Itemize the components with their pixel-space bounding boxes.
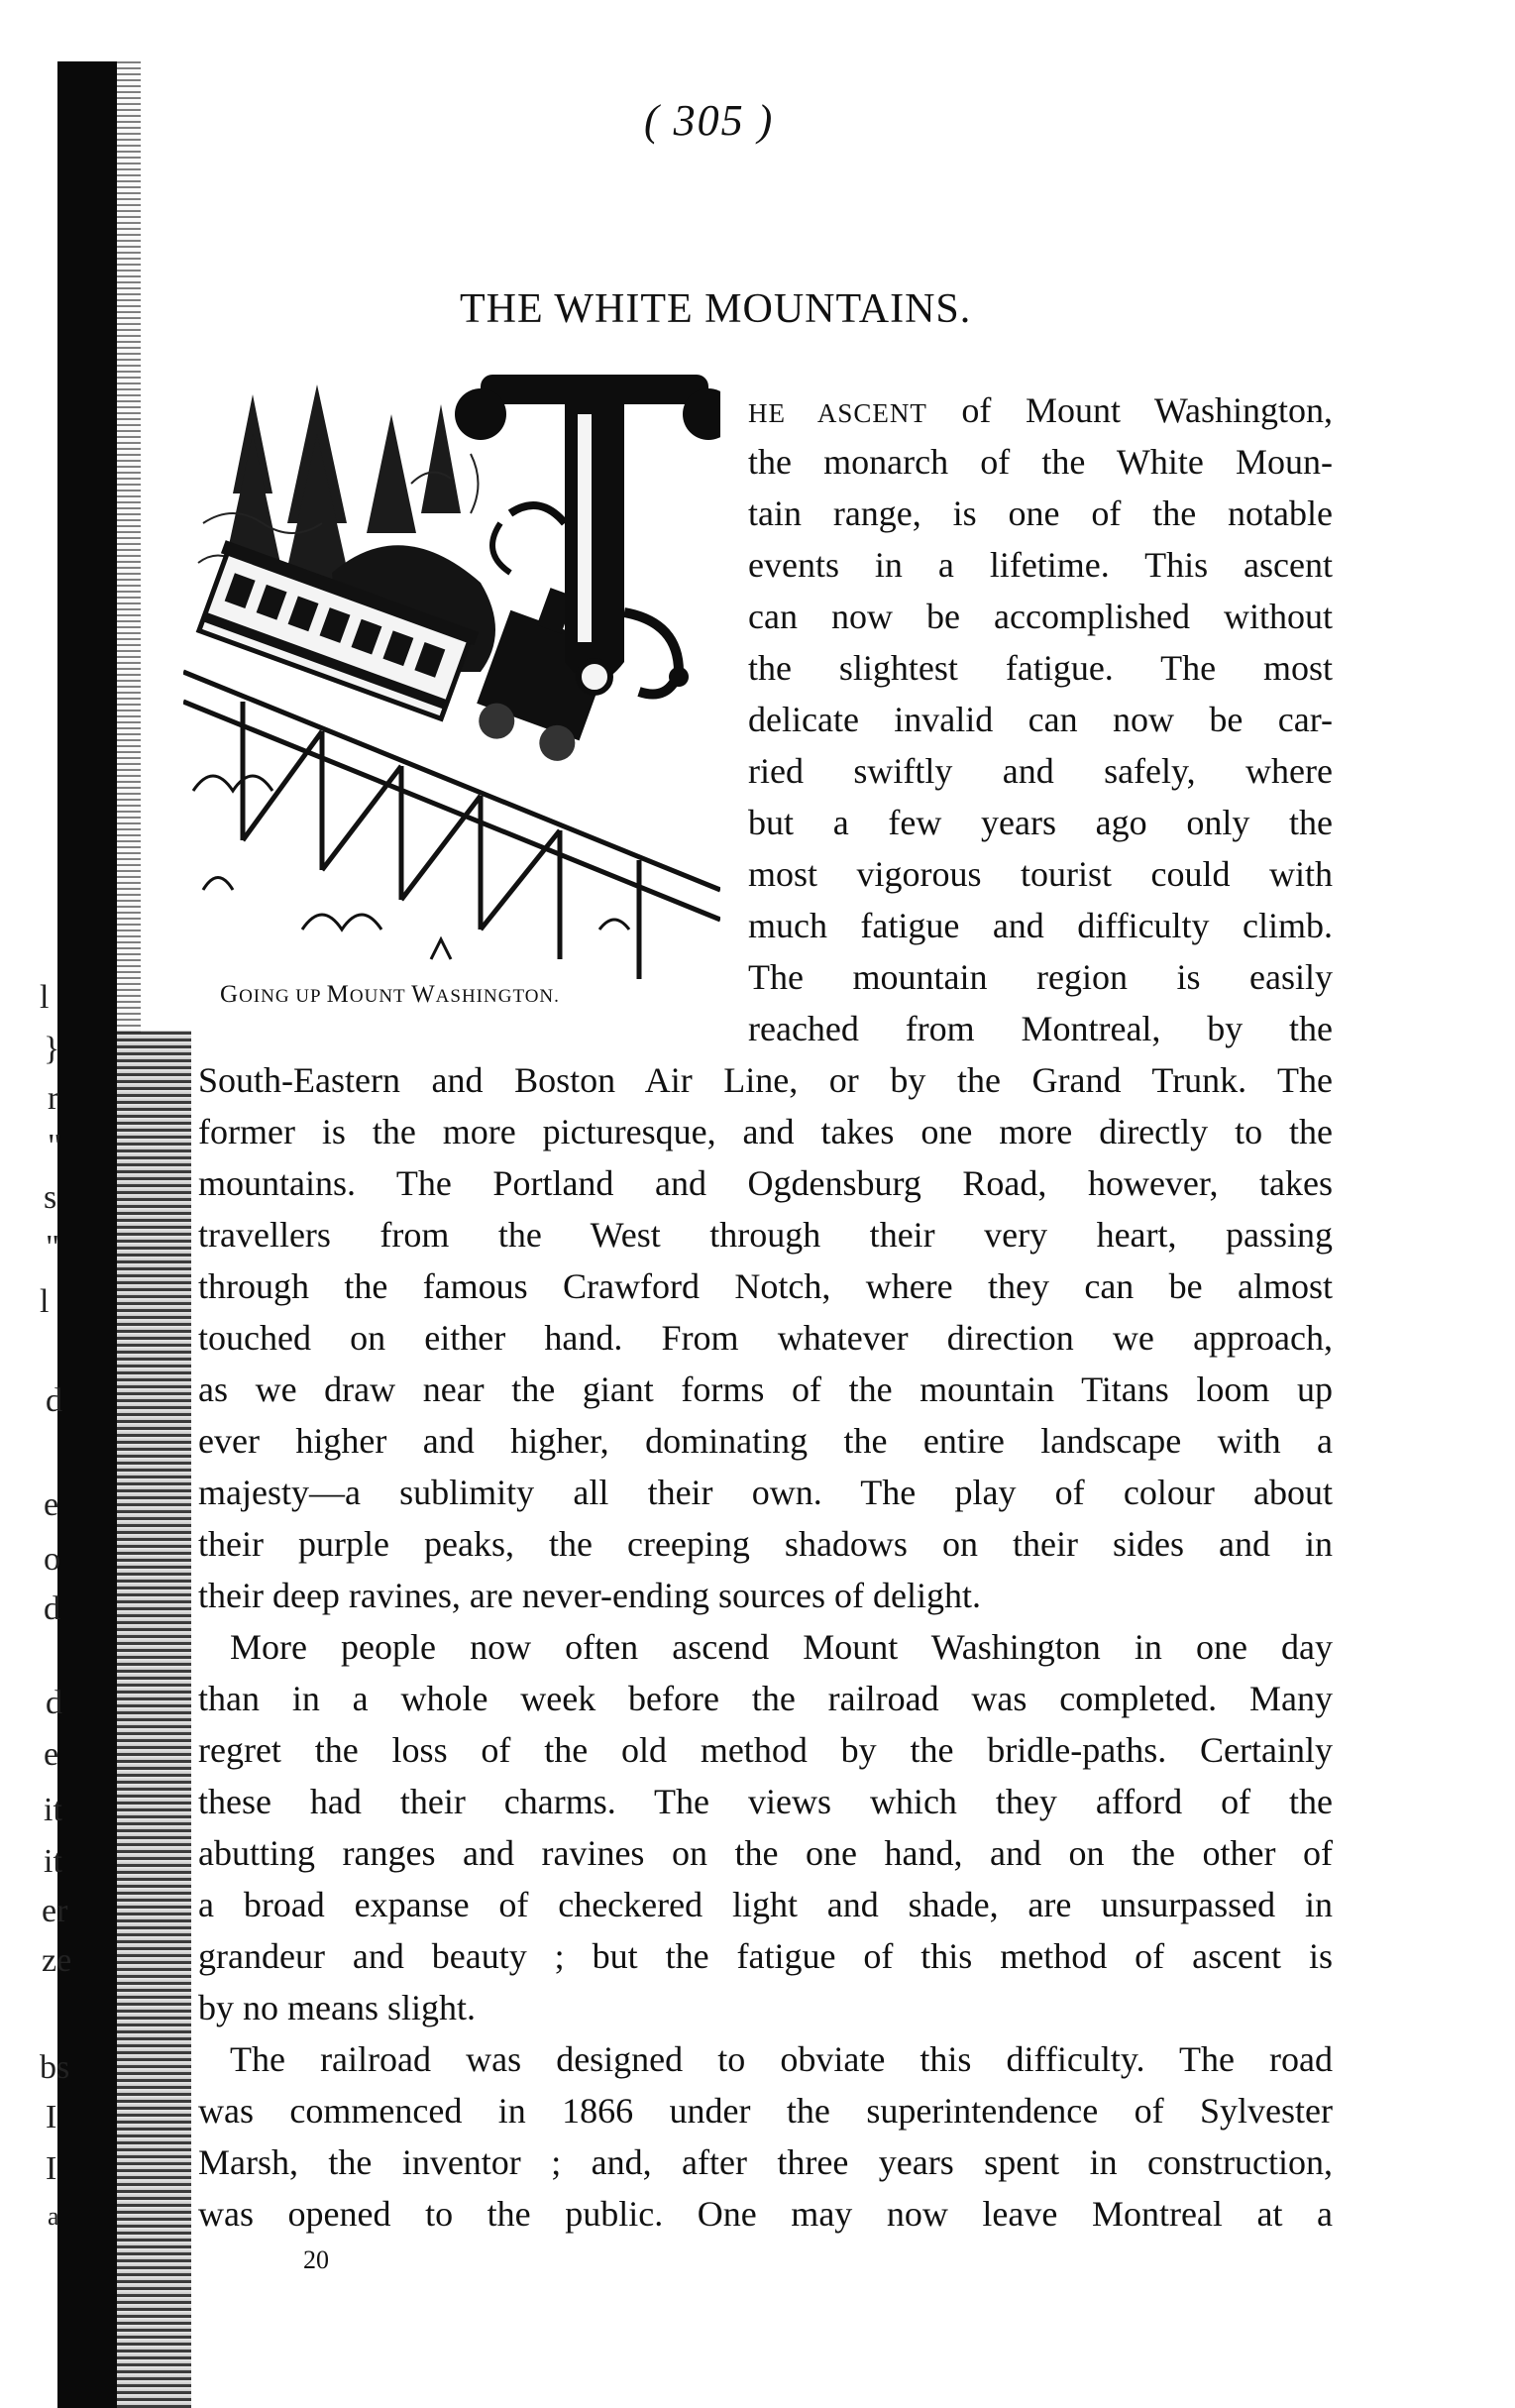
bleed-char: " <box>46 1229 59 1265</box>
engraving-train-icon <box>183 375 720 987</box>
bleed-char: it <box>44 1843 62 1880</box>
text-line: tain range, is one of the notable <box>748 493 1333 533</box>
bleed-char: I <box>46 2150 57 2187</box>
text-line: these had their charms. The views which they afford of the <box>198 1782 1333 1821</box>
bleed-char: r <box>48 1080 59 1117</box>
text-line: through the famous Crawford Notch, where they can be almost <box>198 1266 1333 1306</box>
text-line: as we draw near the giant forms of the mountain Titans loom up <box>198 1369 1333 1409</box>
text-line: delicate invalid can now be car- <box>748 700 1333 739</box>
text-line: former is the more picturesque, and takes one more directly to the <box>198 1112 1333 1151</box>
text-line: the monarch of the White Moun- <box>748 442 1333 482</box>
text-line: most vigorous tourist could with <box>748 854 1333 894</box>
bleed-char: l <box>40 1283 50 1320</box>
page-number: ( 305 ) <box>644 96 775 145</box>
text-line: HE ASCENT of Mount Washington, <box>748 390 1334 430</box>
bleed-char: e <box>44 1736 59 1773</box>
signature-folio: 20 <box>303 2245 329 2274</box>
chapter-title: THE WHITE MOUNTAINS. <box>460 286 972 332</box>
bleed-char: s <box>44 1179 57 1216</box>
text-line: their purple peaks, the creeping shadows on their sides and in <box>198 1524 1333 1564</box>
bleed-through-margin <box>0 0 134 2408</box>
bleed-char: I <box>46 2099 57 2135</box>
text-line: More people now often ascend Mount Washington in one day <box>230 1627 1333 1667</box>
text-line: abutting ranges and ravines on the one hand, and on the other of <box>198 1833 1333 1873</box>
bleed-char: bs <box>40 2049 70 2086</box>
bleed-char: l <box>40 979 50 1016</box>
text-line: but a few years ago only the <box>748 803 1333 842</box>
text-line: The railroad was designed to obviate this difficulty. The road <box>230 2039 1333 2079</box>
bleed-char: it <box>44 1792 62 1828</box>
bleed-char: ze <box>42 1942 72 1979</box>
bleed-char: e <box>44 1486 59 1523</box>
text-line: Marsh, the inventor ; and, after three years spent in construction, <box>198 2142 1333 2182</box>
bleed-char: er <box>42 1893 68 1929</box>
illustration-caption: GOING UP MOUNT WASHINGTON. <box>220 981 560 1008</box>
bleed-char: " <box>48 1128 61 1164</box>
bleed-char: d <box>46 1685 62 1721</box>
text-line: regret the loss of the old method by the bridle-paths. Certainly <box>198 1730 1333 1770</box>
bleed-char: d <box>46 1382 62 1419</box>
text-line: The mountain region is easily <box>748 957 1333 997</box>
text-line: can now be accomplished without <box>748 597 1333 636</box>
text-line: much fatigue and difficulty climb. <box>748 906 1333 945</box>
text-line: travellers from the West through their very heart, passing <box>198 1215 1333 1255</box>
text-line: was commenced in 1866 under the superintendence of Sylvester <box>198 2091 1333 2131</box>
text-line: events in a lifetime. This ascent <box>748 545 1333 585</box>
text-line: than in a whole week before the railroad was completed. Many <box>198 1679 1333 1718</box>
text-line: grandeur and beauty ; but the fatigue of this method of ascent is <box>198 1936 1333 1976</box>
text-line: the slightest fatigue. The most <box>748 648 1333 688</box>
bleed-char: } <box>44 1031 60 1067</box>
text-line: ried swiftly and safely, where <box>748 751 1333 791</box>
bleed-char: d <box>44 1590 60 1627</box>
text-line: touched on either hand. From whatever direction we approach, <box>198 1318 1333 1358</box>
text-line: was opened to the public. One may now leave Montreal at a <box>198 2194 1333 2234</box>
text-line: majesty—a sublimity all their own. The play of colour about <box>198 1473 1333 1512</box>
text-line: reached from Montreal, by the <box>748 1009 1333 1048</box>
text-line: a broad expanse of checkered light and shade, are unsurpassed in <box>198 1885 1333 1924</box>
text-line: mountains. The Portland and Ogdensburg Road, however, takes <box>198 1163 1333 1203</box>
bleed-char: a <box>48 2202 59 2231</box>
bleed-char: o <box>44 1541 60 1578</box>
text-line: South-Eastern and Boston Air Line, or by the Grand Trunk. The <box>198 1060 1333 1100</box>
text-line: by no means slight. <box>198 1988 476 2027</box>
text-line: their deep ravines, are never-ending sources of delight. <box>198 1576 981 1615</box>
text-line: ever higher and higher, dominating the entire landscape with a <box>198 1421 1333 1461</box>
